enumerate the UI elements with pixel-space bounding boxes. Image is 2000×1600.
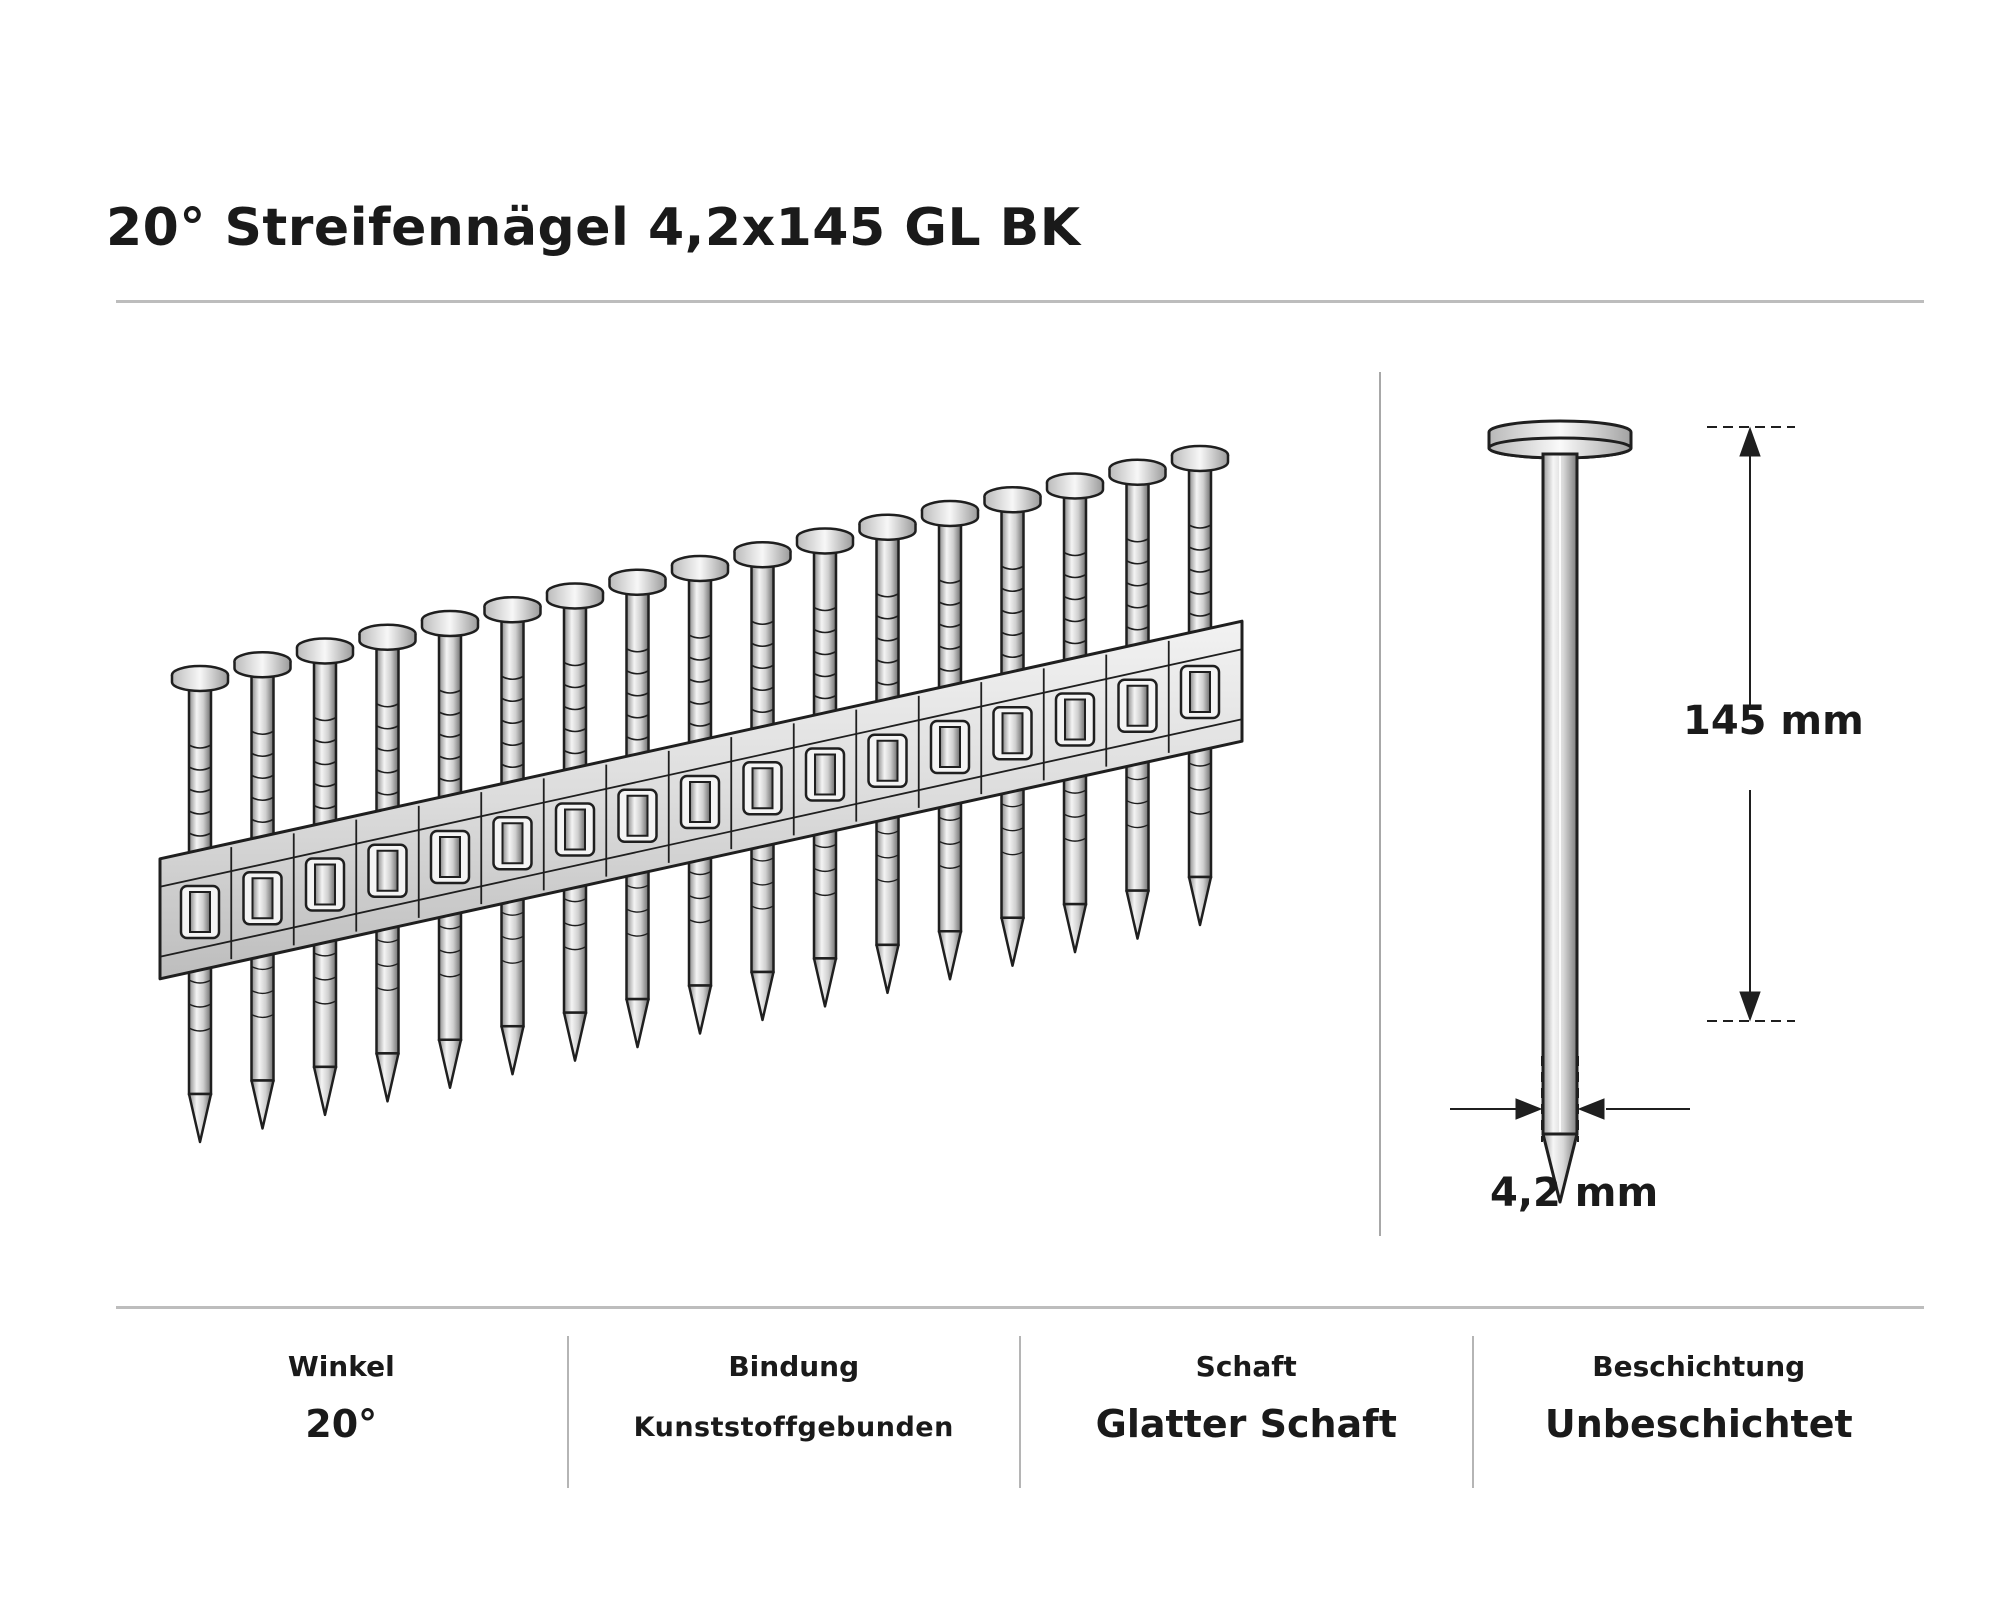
bottom-divider — [116, 1306, 1924, 1309]
page-title: 20° Streifennägel 4,2x145 GL BK — [106, 198, 1081, 258]
spec-binding — [567, 1336, 1020, 1488]
spec-value: 20° — [305, 1402, 378, 1446]
nail-strip-illustration — [80, 390, 1320, 1190]
spec-coating — [1472, 1336, 1925, 1488]
single-nail-dimension-drawing — [1420, 390, 1940, 1240]
diameter-label: 4,2 mm — [1490, 1170, 1659, 1216]
spec-value: Unbeschichtet — [1544, 1402, 1853, 1446]
nail-shank — [1543, 454, 1577, 1134]
spec-label: Schaft — [1195, 1350, 1297, 1383]
strip-layer — [160, 446, 1242, 1142]
figure-divider — [1379, 372, 1381, 1236]
nail-head — [1489, 421, 1631, 458]
spec-label: Beschichtung — [1592, 1350, 1806, 1383]
top-divider — [116, 300, 1924, 303]
spec-label: Bindung — [728, 1350, 860, 1383]
spec-value: Kunststoffgebunden — [633, 1412, 954, 1443]
length-label: 145 mm — [1683, 698, 1864, 744]
spec-value: Glatter Schaft — [1095, 1402, 1397, 1446]
spec-shank — [1019, 1336, 1472, 1488]
spec-label: Winkel — [287, 1350, 395, 1383]
spec-table — [116, 1336, 1924, 1488]
spec-angle — [116, 1336, 567, 1488]
strip-collar — [181, 886, 219, 938]
